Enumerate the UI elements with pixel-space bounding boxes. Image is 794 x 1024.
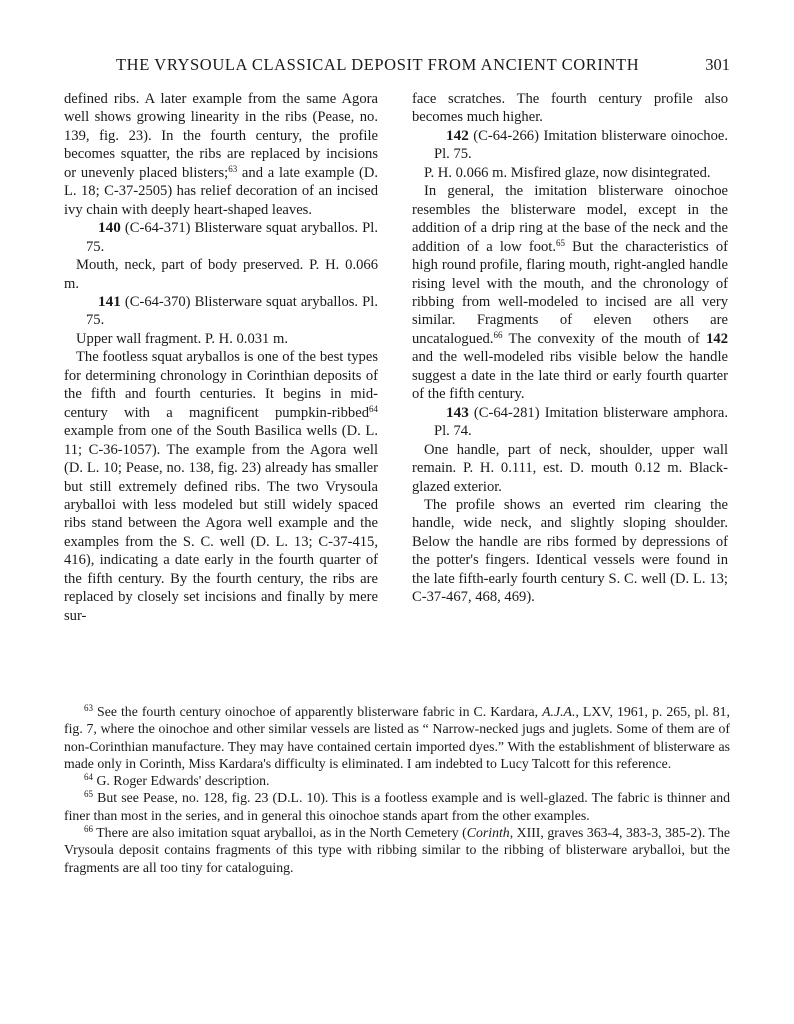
- catalogue-entry-description: P. H. 0.066 m. Misfired glaze, now disintegrated.: [424, 164, 711, 181]
- footnote-64: $^{64}$ G. Roger Edwards' description.: [84, 772, 270, 789]
- continued-paragraph: defined ribs. A later example from the same Agora well shows growing linearity in the ribs (Pease, no. 139, fig. 23). In the fourth century, the profile becomes squatter, the ribs are replaced by incisions or unevenly placed blisters;$^{63}$ and a late example (D. L. 18; C-37-2505) has relief decoration of an incised ivy chain with deeply heart-shaped leaves.: [64, 91, 379, 218]
- right-column: [412, 90, 728, 607]
- body-paragraph: The profile shows an everted rim clearing the handle, wide neck, and slightly sloping shoulder. Below the handle are ribs formed by depressions of the potter's fingers. Identical vessels were found in the late fifth-early fourth century S. C. well (D. L. 13; C-37-467, 468, 469).: [412, 496, 728, 606]
- footnotes: [64, 703, 730, 876]
- footnote-ref: 64: [369, 403, 378, 414]
- catalogue-number: 142: [446, 126, 469, 144]
- continued-paragraph: face scratches. The fourth century profile also becomes much higher.: [412, 91, 728, 126]
- running-title: THE VRYSOULA CLASSICAL DEPOSIT FROM ANCIENT CORINTH: [116, 55, 640, 74]
- catalogue-entry-title: 143 (C-64-281) Imitation blisterware amphora. Pl. 74.: [434, 403, 728, 440]
- catalogue-number: 141: [98, 292, 121, 310]
- footnote-65: $^{65}$ But see Pease, no. 128, fig. 23 (D.L. 10). This is a footless example and is well-glazed. The fabric is thinner and finer than most in the series, and in general this oinochoe stands apart from the other examples.: [64, 789, 730, 823]
- running-header: [64, 55, 730, 79]
- catalogue-entry-title: 140 (C-64-371) Blisterware squat aryballos. Pl. 75.: [86, 219, 378, 255]
- footnote-ref: 66: [493, 329, 503, 340]
- left-column: [64, 90, 378, 625]
- footnote-63: $^{63}$ See the fourth century oinochoe of apparently blisterware fabric in C. Kardara, A.J.A., LXV, 1961, p. 265, pl. 81, fig. 7, where the oinochoe and other similar vessels are listed as “ Narrow-necked jugs and juglets. Some of them are of non-Corinthian manufacture. They may have contained certain imported dyes.” With the establishment of blisterware as made only in Corinth, Miss Kardara's difficulty is eliminated. I am indebted to Lucy Talcott for this reference.: [64, 703, 730, 771]
- body-paragraph: In general, the imitation blisterware oinochoe resembles the blisterware model, except in the addition of a drip ring at the base of the neck and the addition of a low foot.$^{65}$ But the characteristics of high round profile, flaring mouth, right-angled handle rising level with the mouth, and the chronology of ribbing from well-modeled to incised are all very similar. Fragments of eleven others are uncatalogued.$^{66}$ The convexity of the mouth of 142 and the well-modeled ribs visible below the handle suggest a date in the late third or early fourth quarter of the fifth century.: [412, 183, 729, 403]
- catalogue-cross-ref: 142: [706, 330, 728, 347]
- series-title: Corinth: [466, 825, 510, 841]
- catalogue-entry-description: Mouth, neck, part of body preserved. P. H. 0.066 m.: [64, 257, 378, 292]
- footnote-66: $^{66}$ There are also imitation squat aryballoi, as in the North Cemetery (Corinth, XIII, graves 363-4, 383-3, 385-2). The Vrysoula deposit contains fragments of this type with ribbing similar to the ribbing of blisterware aryballoi, but the fragments are all too tiny for cataloguing.: [64, 824, 730, 875]
- catalogue-entry-title: 141 (C-64-370) Blisterware squat aryballos. Pl. 75.: [86, 292, 378, 329]
- catalogue-entry-description: One handle, part of neck, shoulder, upper wall remain. P. H. 0.111, est. D. mouth 0.12 m. Black-glazed exterior.: [412, 441, 728, 495]
- catalogue-number: 143: [446, 403, 469, 421]
- journal-title: A.J.A.: [542, 704, 576, 719]
- page-number: 301: [705, 55, 730, 74]
- catalogue-entry-description: Upper wall fragment. P. H. 0.031 m.: [76, 330, 288, 347]
- catalogue-number: 140: [98, 219, 121, 237]
- footnote-ref: 65: [556, 237, 565, 248]
- catalogue-entry-title: 142 (C-64-266) Imitation blisterware oinochoe. Pl. 75.: [434, 126, 728, 163]
- body-paragraph: The footless squat aryballos is one of the best types for determining chronology in Corinthian deposits of the fifth and fourth centuries. It begins in mid-century with a magnificent pumpkin-ribbed$^{64}$ example from one of the South Basilica wells (D. L. 11; C-36-1057). The example from the Agora well (D. L. 10; Pease, no. 138, fig. 23) already has smaller but still extremely defined ribs. The two Vrysoula aryballoi with less modeled but still widely spaced ribs stand between the Agora well example and the examples from the S. C. well (D. L. 13; C-37-415, 416), indicating a date early in the fourth quarter of the fifth century. By the fourth century, the ribs are replaced by closely set incisions and finally by mere sur-: [64, 349, 378, 624]
- footnote-ref: 63: [228, 163, 238, 174]
